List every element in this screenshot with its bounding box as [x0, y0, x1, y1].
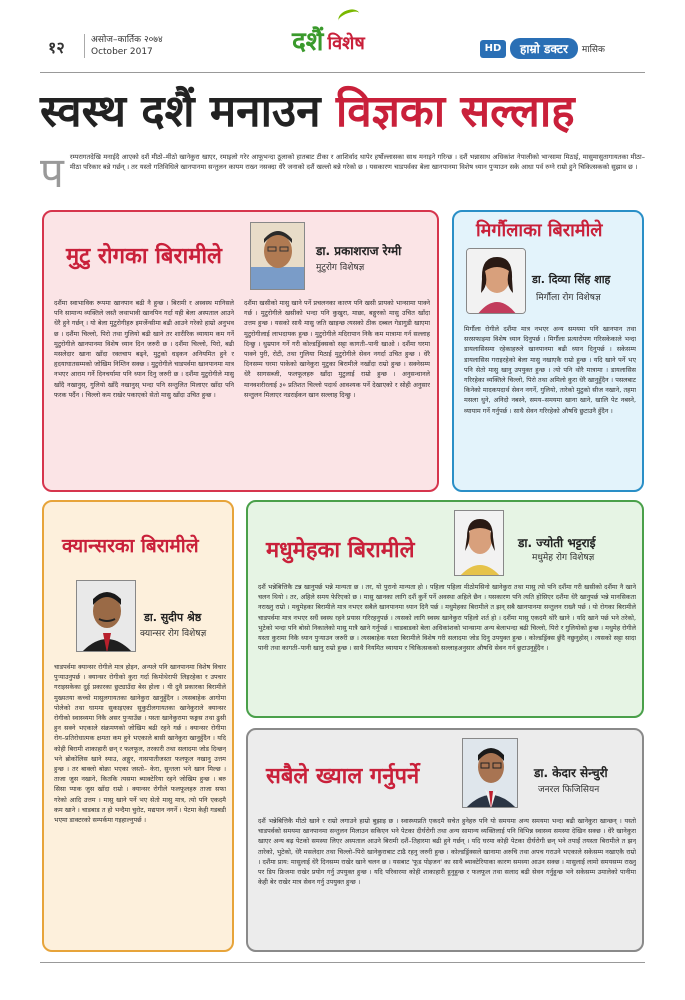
card-cancer	[42, 500, 234, 952]
doctor-role: जनरल फिजिसियन	[538, 785, 600, 795]
doctor-photo	[76, 580, 136, 652]
card-everyone-body: दशैं भन्नेबित्तिकै मीठो खाने र राम्रो लगाउने हाम्रो बुझाइ छ । स्वास्थ्यप्रति एकदमै सचेत हुनेहरु पनि यो समयमा अन्य समयमा भन्दा बढी खानेकुरा खान्छन् । यस्तो चाडपर्वको समयमा खानपानमा सन्तुलन मिलाउन सकिएन भने पेटका दीर्घरोगी तथा अन्य सामान्य व्यक्तिलाई पनि विभिन्न स्वास्थ्य समस्या देखिन सक्छ । धेरै खानेकुरा खाएर अन्य बढ़ पेटको समस्या लिएर अस्पताल आउने बिरामी दशैं–तिहारमा बढी हुने गर्छन् । यदि घरमा कोही पेटका दीर्घरोगी छन् भने तपाईं तयस्ता बिरामीले त झन् तारेको, भुटेको, धेरै मसलेदार तथा चिल्लो–पिरो खानेकुराबाट टाढै रहनु जरुरी हुन्छ । कोल्डड्रिंक्सले खानामा अरुचि तथा अपच गराउने भएकाले सकेसम्म नखाएकै राम्रो । दशैंमा प्राय: मासुलाई धेरै दिनसम्म राखेर खाने चलन छ । यसबाट 'फूड पोइजन' का साथै ब्याक्टेरियाका कारण समस्या आउन सक्छ । मासुलाई लामो समयसम्म राख्नु पर डिप फ्रिजमा राखेर प्रयोग गर्नु उपयुक्त हुन्छ । यदि परिवारमा कोही शाकाहारी हुनुहुन्छ र फलफूल तथा सलाद बढी सेवन गर्नुहुन्छ भने सकेसम्म उमालेको पानीमा केही बेर राखेर मात्र सेवन गर्नु उपयुक्त हुन्छ ।	[258, 817, 636, 887]
magazine-brand	[480, 38, 605, 59]
brand-frequency: मासिक	[581, 45, 605, 55]
card-everyone	[246, 728, 644, 952]
doctor-role: क्यान्सर रोग विशेषज्ञ	[140, 629, 207, 639]
issue-date-np: असोज–कार्तिक २०७४	[91, 35, 163, 45]
headline-part1: स्वस्थ दशैं मनाउन	[40, 86, 336, 137]
card-heart-title: मुटु रोगका बिरामीले	[66, 243, 222, 269]
intro-text: रम्परागतदेखि मनाईदै आएको दशैं मीठो–मीठो खानेकुरा खाएर, रमाइलो गरेर आफूभन्दा ठूलाको हातबाट टीका र आशिर्वाद थापेर हर्षोल्लासका साथ मनाइने गरिन्छ । दशैं भन्नासाथ अधिकांश नेपालीको भान्सामा मिठाई, मासुमासुतागायतका मीठा–मीठा परिकार बन्ने गर्छन् । तर यस्तो गतिविधिले खानपानमा सन्तुलन कायम राख्न नसक्दा धेरै जनाको दशैं खल्लो बन्ने गरेको छ । यसकारण चाडपर्वका बेला खानपानमा विशेष ध्यान पुऱ्याउन सके आधा पर्व रुग्ने राम्रो हुने चिकित्सकको सुझाव छ ।	[69, 153, 645, 171]
card-cancer-title: क्यान्सरका बिरामीले	[62, 535, 199, 557]
doctor-name: डा. केदार सेन्चुरी	[534, 766, 608, 780]
page-number: १२	[48, 38, 65, 57]
doctor-photo	[466, 248, 526, 314]
doctor-photo	[250, 222, 305, 290]
section-logo	[292, 22, 365, 58]
section-logo-main: दशैं	[292, 27, 324, 57]
doctor-role: मुटुरोग विशेषज्ञ	[316, 263, 365, 273]
card-heart-col2: दशैंमा खसीको मासु खाने पर्ने प्रचलनका कारण पनि खसी प्रायको भान्सामा पाक्ने गर्छ । मुटुरोगीले खसीको भन्दा पनि कुखुरा, माछा, बङ्गुरको मासु उचित खाँदा उत्तम हुन्छ । यसको साथै मासु जति खाइन्छ त्यसको ठीक दब्बल गेडागुडी खाएमा मुटुरोगीलाई लाभदायक हुन्छ । मुटुरोगीले मदिरापान निकै कम मात्रामा गर्न सल्लाह दिन्छु । धुम्रपान गर्ने गरी कोल्डड्रिंक्सको सट्टा कागती–पानी खाओ । दशैंमा घरमा पाक्ने पुरी, रोटी, तथा गुलिया मिठाई मुटुरोगीले सेवन नगर्दा उचित हुन्छ । धेरै दिनसम्म घरमा पाकेको खानेकुरा मुटुका बिरामीले नखाँदा राम्रो हुन्छ । सक्नेसम्म धेरै सागसब्जी, फलफूलहरु खाँदा मुटुलाई राम्रो हुन्छ । अनुसन्धानले मानवशरीरलाई ३० प्रतिशत चिल्लो पदार्थ आवश्यक पर्ने देखाएको र सोही अनुसार सन्तुलन मिलाएर नडराईकन खान सल्लाह दिन्छु ।	[244, 299, 430, 399]
doctor-name: डा. प्रकाशराज रेग्मी	[316, 244, 402, 258]
card-kidney-body: मिर्गौला रोगीले दशैंमा मात्र नभएर अन्य समयमा पनि खानपान तथा सरसफाइमा विशेष ध्यान दिनुपर्छ । मिर्गौला प्रत्यारोपण गरिसकेकाले भन्दा डायलासिसमा रहेकाहरुले खानपानमा बढी ध्यान दिनुपर्छ । सकेसम्म डायलासिस गराइरहेको बेला मासु नखाएकै राम्रो हुन्छ । यदि खाने पर्ने भए पनि सेतो मासु खानु उपयुक्त हुन्छ । त्यो पनि थोरै मात्रामा । डायलासिस गरिरहेका व्यक्तिले चिल्लो, पिरो तथा अमिलो कुरा धेरै खानुहुँदैन । पसलबाट किनेको मादकपदार्थ सेवन नगर्ने, गुलियो, तारेको मुटुको सीज नखाने, तहमा मसला धुने, अनिदो नबस्ने, समय–समयमा खाना खाने, खालि पेट नबस्ने, व्यायाम गर्ने गर्नुपर्छ । साथै सेवन गरिरहेको औषधि छुटाउनै हुँदैन ।	[464, 325, 636, 415]
intro-paragraph	[40, 148, 645, 198]
brand-logo-icon: HD	[480, 40, 506, 58]
issue-date-en: October 2017	[91, 47, 153, 57]
intro-dropcap: प	[40, 148, 64, 197]
card-kidney-title: मिर्गौलाका बिरामीले	[476, 220, 603, 241]
card-diabetes-title: मधुमेहका बिरामीले	[266, 537, 415, 563]
card-diabetes	[246, 500, 644, 718]
doctor-photo	[462, 738, 518, 808]
doctor-name: डा. सुदीप श्रेष्ठ	[144, 611, 202, 624]
doctor-role: मधुमेह रोग विशेषज्ञ	[532, 553, 595, 563]
doctor-role: मिर्गौला रोग विशेषज्ञ	[536, 293, 601, 303]
card-cancer-body: चाडपर्वमा क्यान्सर रोगीले मात्र होइन, अन्यले पनि खानपानमा विशेष विचार पुऱ्याउनुपर्छ । क्यान्सर रोगीको कुरा गर्दा किमोथेरापी लिइरहेका र उपचार गराइसकेका दुई प्रकारका छुट्याउँदा बेस होला । यी दुवै प्रकारका बिरामीले मुख्यतया कच्चो मासुलगायतका खानेकुरा खानुहुँदैन । त्यसबाहेक आगोमा पोलेको तथा घाममा सुकाइएका सुकुटीलगायतका खानेकुराले क्यान्सर रोगीको स्वास्थ्यमा निकै असर पुऱ्याउँछ । यस्ता खानेकुरामा फङ्गस तथा ढुसी हुन सक्ने भएकाले संक्रमणको जोखिम बढी रहने गर्छ । क्यान्सर रोगीमा रोग–प्रतिरोधात्मक क्षमता कम हुने भएकाले बासी खानेकुरा खानुहुँदैन । यदि कोही बिरामी शाकाहारी छन् र फलफूल, तरकारी तथा सलादमा जोड दिन्छन् भने ब्रोकोलिस खाने स्याउ, अङ्गुर, नासपातीजस्ता फलफूल नखानु उत्तम हुन्छ । तर बाक्लो बोक्रा भएका जस्तो– केरा, सुन्तला भने खान मिल्छ । ताजा जुस नखाने, कितकि त्यसमा ब्याक्टेरिया रहने जोखिम हुन्छ । बरु सिसा प्याक जुस खाँदा राम्रो । क्यान्सर रोगीले फलफूलहरु ताजा सफा गरेको आदि उत्तम । मासु खाने पर्ने भए सेतो मासु मात्र, त्यो पनि एकदमै कम खाने । चाडबाड त हो भन्दैमा चुरोट, मद्यपान नगर्ने । पेटमा केही गडबडी भएमा डाक्टरको सम्पर्कमा गइहाल्नुपर्छ ।	[54, 663, 226, 825]
card-diabetes-body: दशैं भन्नेबित्तिकै टन्न खानुपर्छ भन्ने मान्यता छ । तर, यो पुरानो मान्यता हो । पहिला पहिला मीठोमसिनो खानेकुरा तथा मासु त्यो पनि दशैंमा गरी खसीको दशैंमा नै खाने चलन थियो । तर, अहिले समय फेरिएको छ । मासु खानका लागि दशैं कुर्ने पर्ने अवस्था अहिले छैन । यसकारण पनि त्यति होसिएर दशैंमा धेरै खानुपर्छ भन्ने मानसिकता नराख्नु राम्रो । मधुमेहका बिरामीले मात्र नभएर सबैले खानपानमा ध्यान दिनै पर्छ । मधुमेहका बिरामीले त झन् सबै खानपानमा सन्तुलन राख्नै पर्छ । यो रोगका बिरामीले चाडपर्वमा मात्र नभएर सधैं स्वस्थ रहने प्रयास गरिरहनुपर्छ । त्यसको लागि स्वस्थ खानेकुरा पहिलो शर्त हो । दशैंमा मासु एकदमै थोरै खाने । यदि खाने पर्छ भने तरेको, भुटेको भन्दा पनि बोसो निकालेको मासु मात्रै खाने गर्नुपर्छ । चाडबाडको बेला अधिकांशको भान्सामा अन्य बेलाभन्दा बढी चिल्लो, पिरो र गुलियोको हुन्छ । मधुमेह रोगीले यस्ता कुरामा निकै ध्यान पुऱ्याउन जरुरी छ । त्यसबाहेक यस्ता बिरामीले विशेष गरी सलादमा जोड दिनु उपयुक्त हुन्छ । कोल्डड्रिंक्स छुँदै नछुनुहोस् । त्यसको सट्टा सादा पानी तथा कागती–पानी खानु राम्रो हुन्छ । साथै नियमित व्यायाम र चिकित्सकको सल्लाहअनुसार औषधि सेवन गर्न छुटाउनुहुँदैन ।	[258, 583, 636, 653]
brand-name: हाम्रो डक्टर	[510, 38, 578, 59]
leaf-icon	[336, 7, 361, 28]
doctor-name: डा. दिव्या सिंह शाह	[532, 273, 611, 286]
page-headline	[40, 80, 645, 144]
page-header	[0, 0, 685, 72]
card-everyone-title: सबैले ख्याल गर्नुपर्ने	[266, 763, 420, 789]
issue-date	[84, 34, 163, 58]
section-logo-sub: विशेष	[327, 33, 365, 54]
card-heart-col1: दशैंमा स्वाभाविक रूपमा खानपान बढी नै हुन्छ । बिरामी र अस्वस्थ मानिसले पनि सामान्य व्यक्तिले जस्तै जथाभावी खानपिन गर्दा यही बेला अस्पताल आउने धेरै हुने गर्छन् । यो बेला मुटुरोगीहरु इमर्जेन्सीमा बढी आउने गरेको हाम्रो अनुभव छ । दशैंमा चिल्लो, पिरो तथा गुलियो बढी खाने तर शारीरिक व्यायाम कम गर्ने मुटुरोगीले खानपानमा विशेष ध्यान दिन जरुरी छ । दशैंमा चिल्लो, पिरो, बढी मसलेदार खाना खाँदा रक्तचाप बढ्ने, मुटुको धड्कन अनियमित हुने र हृदयाघातसम्मको जोखिम निम्तिन सक्छ । मुटुरोगीले चाडपर्वमा खानपानमा मात्र नभएर आराम गर्ने दिनचर्यामा पनि ध्यान दिनु जरुरी छ । दशैंमा मुटुरोगीले मासु खाँदै नखानुस्, गुलियो खाँदै नखानुस् भन्दा पनि सन्तुलित मिलाएर खाँदा पनि फरक पर्दैन । चिल्लो कम राखेर पकाएको सेतो मासु खाँदा उचित हुन्छ ।	[54, 299, 234, 399]
doctor-name: डा. ज्योती भट्टराई	[518, 536, 596, 550]
footer-divider	[40, 962, 645, 963]
headline-part2: विज्ञका सल्लाह	[335, 86, 575, 137]
header-divider	[40, 72, 645, 73]
doctor-photo	[454, 510, 504, 576]
card-heart	[42, 210, 439, 492]
card-kidney	[452, 210, 644, 492]
